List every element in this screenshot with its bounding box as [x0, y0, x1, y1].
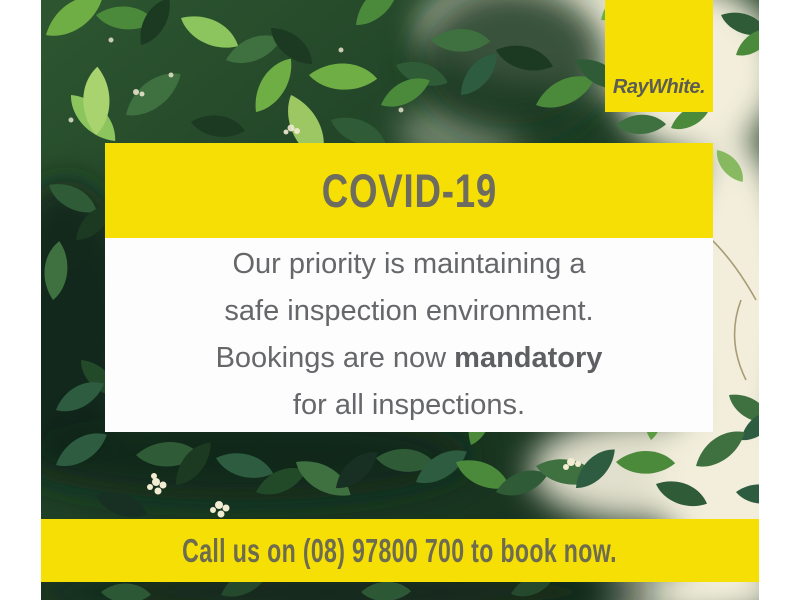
footer-cta: Call us on (08) 97800 700 to book now.: [182, 531, 618, 569]
message-text: [216, 241, 603, 429]
message-bold-word: mandatory: [454, 342, 603, 374]
covid-title: COVID-19: [321, 164, 497, 217]
message-box: [105, 238, 713, 432]
covid-banner: [105, 143, 713, 238]
message-line-2: safe inspection environment.: [224, 295, 594, 327]
message-line-1: Our priority is maintaining a: [232, 248, 586, 280]
message-line-4: for all inspections.: [292, 389, 526, 421]
raywhite-logo: [605, 0, 713, 112]
footer-bar: [41, 519, 759, 582]
foliage-background-photo: [41, 0, 759, 600]
message-line-3: Bookings are now: [215, 342, 455, 374]
raywhite-logo-text: RayWhite.: [612, 76, 706, 98]
